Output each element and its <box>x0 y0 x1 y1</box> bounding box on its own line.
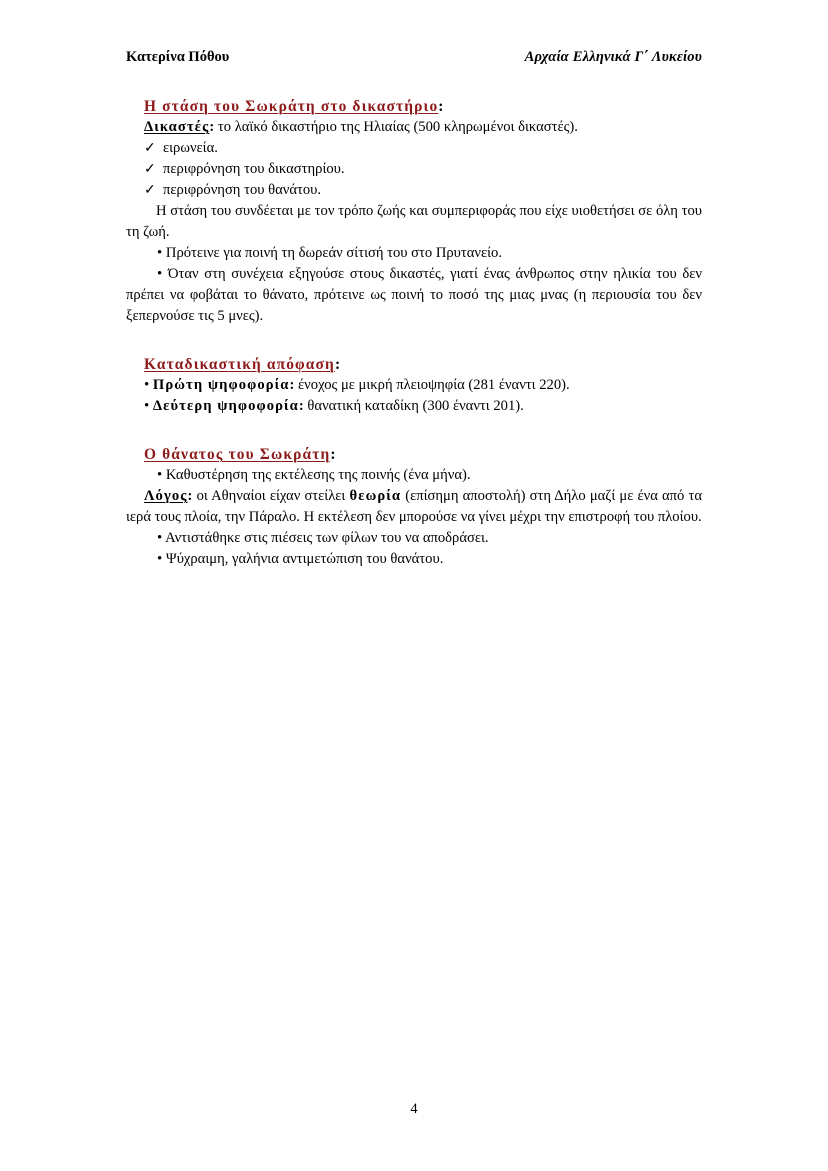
vote-label: Πρώτη ψηφοφορία <box>152 377 290 393</box>
bullet-icon: • <box>157 467 163 483</box>
bullet-icon: • <box>157 266 163 282</box>
list-item-label: Ψύχραιμη, γαλήνια αντιμετώπιση του θανάτου. <box>165 551 444 567</box>
vote-label-colon: : <box>289 377 295 393</box>
bullet-icon: • <box>157 245 163 261</box>
check-icon: ✓ <box>144 141 156 156</box>
list-item <box>126 396 702 417</box>
list-item-label: περιφρόνηση του δικαστηρίου. <box>163 161 345 177</box>
list-item <box>126 375 702 396</box>
list-item <box>126 159 702 180</box>
section-heading-colon: : <box>438 98 444 115</box>
section-death <box>126 444 702 570</box>
bullet-icon: • <box>157 551 163 567</box>
list-item <box>126 180 702 201</box>
judges-text: το λαϊκό δικαστήριο της Ηλιαίας (500 κληρωμένοι δικαστές). <box>214 119 578 135</box>
document-header <box>126 48 702 66</box>
header-author: Κατερίνα Πόθου <box>126 49 230 65</box>
header-subject: Αρχαία Ελληνικά Γ΄ Λυκείου <box>524 49 702 65</box>
reason-line <box>126 486 702 528</box>
list-item-label: περιφρόνηση του θανάτου. <box>163 182 322 198</box>
list-item <box>126 465 702 486</box>
list-item-label: Όταν στη συνέχεια εξηγούσε στους δικαστές, γιατί ένας άνθρωπος στην ηλικία του δεν πρέπει να φοβάται το θάνατο, πρότεινε ως ποινή το ποσό της μιας μνας (η περιουσία του δεν ξεπερνούσε τις 5 μνες). <box>126 266 702 324</box>
list-item-label: ένοχος με μικρή πλειοψηφία (281 έναντι 220). <box>294 377 570 393</box>
list-item <box>126 138 702 159</box>
section-heading-text: Καταδικαστική απόφαση <box>144 356 335 373</box>
list-item-label: Καθυστέρηση της εκτέλεσης της ποινής (ένα μήνα). <box>165 467 471 483</box>
bullet-icon: • <box>157 530 163 546</box>
section-heading-colon: : <box>330 446 336 463</box>
section-socrates-stance <box>126 96 702 327</box>
verdict-bullets <box>126 375 702 417</box>
list-item-label: θανατική καταδίκη (300 έναντι 201). <box>303 398 524 414</box>
death-bullets-first <box>126 465 702 486</box>
reason-label-colon: : <box>187 488 193 504</box>
section-heading-colon: : <box>334 356 341 373</box>
list-item-label: Πρότεινε για ποινή τη δωρεάν σίτισή του στο Πρυτανείο. <box>165 245 503 261</box>
stance-paragraph: Η στάση του συνδέεται με τον τρόπο ζωής και συμπεριφοράς που είχε υιοθετήσει σε όλη του τη ζωή. <box>126 203 702 240</box>
bullet-icon: • <box>144 398 150 414</box>
death-bullets <box>126 528 702 570</box>
reason-label: Λόγος <box>144 488 188 504</box>
check-icon: ✓ <box>144 162 156 177</box>
stance-checklist <box>126 138 702 201</box>
list-item <box>126 549 702 570</box>
reason-text-after: (επίσημη αποστολή) στη Δήλο μαζί με ένα από τα ιερά τους πλοία, την Πάραλο. Η εκτέλεση δεν μπορούσε να γίνει μέχρι την επιστροφή του πλοίου. <box>126 488 703 525</box>
list-item <box>126 243 702 264</box>
section-heading-text: Ο θάνατος του Σωκράτη <box>144 446 331 463</box>
list-item-label: Αντιστάθηκε στις πιέσεις των φίλων του να αποδράσει. <box>165 530 489 546</box>
reason-text-before: οι Αθηναίοι είχαν στείλει <box>192 488 350 504</box>
section-heading <box>126 96 702 117</box>
list-item <box>126 528 702 549</box>
section-heading-text: Η στάση του Σωκράτη στο δικαστήριο <box>144 98 439 115</box>
vote-label: Δεύτερη ψηφοφορία <box>152 398 299 414</box>
judges-label: Δικαστές <box>144 119 210 135</box>
judges-line <box>126 117 702 138</box>
section-heading <box>126 354 702 375</box>
document-body <box>126 96 702 570</box>
page-number: 4 <box>410 1101 418 1117</box>
check-icon: ✓ <box>144 183 156 198</box>
reason-emphasis: θεωρία <box>349 488 402 504</box>
list-item <box>126 264 702 327</box>
section-heading <box>126 444 702 465</box>
vote-label-colon: : <box>298 398 304 414</box>
judges-label-colon: : <box>209 119 215 135</box>
bullet-icon: • <box>144 377 150 393</box>
stance-bullets <box>126 243 702 327</box>
list-item-label: ειρωνεία. <box>163 140 218 156</box>
section-verdict <box>126 354 702 417</box>
